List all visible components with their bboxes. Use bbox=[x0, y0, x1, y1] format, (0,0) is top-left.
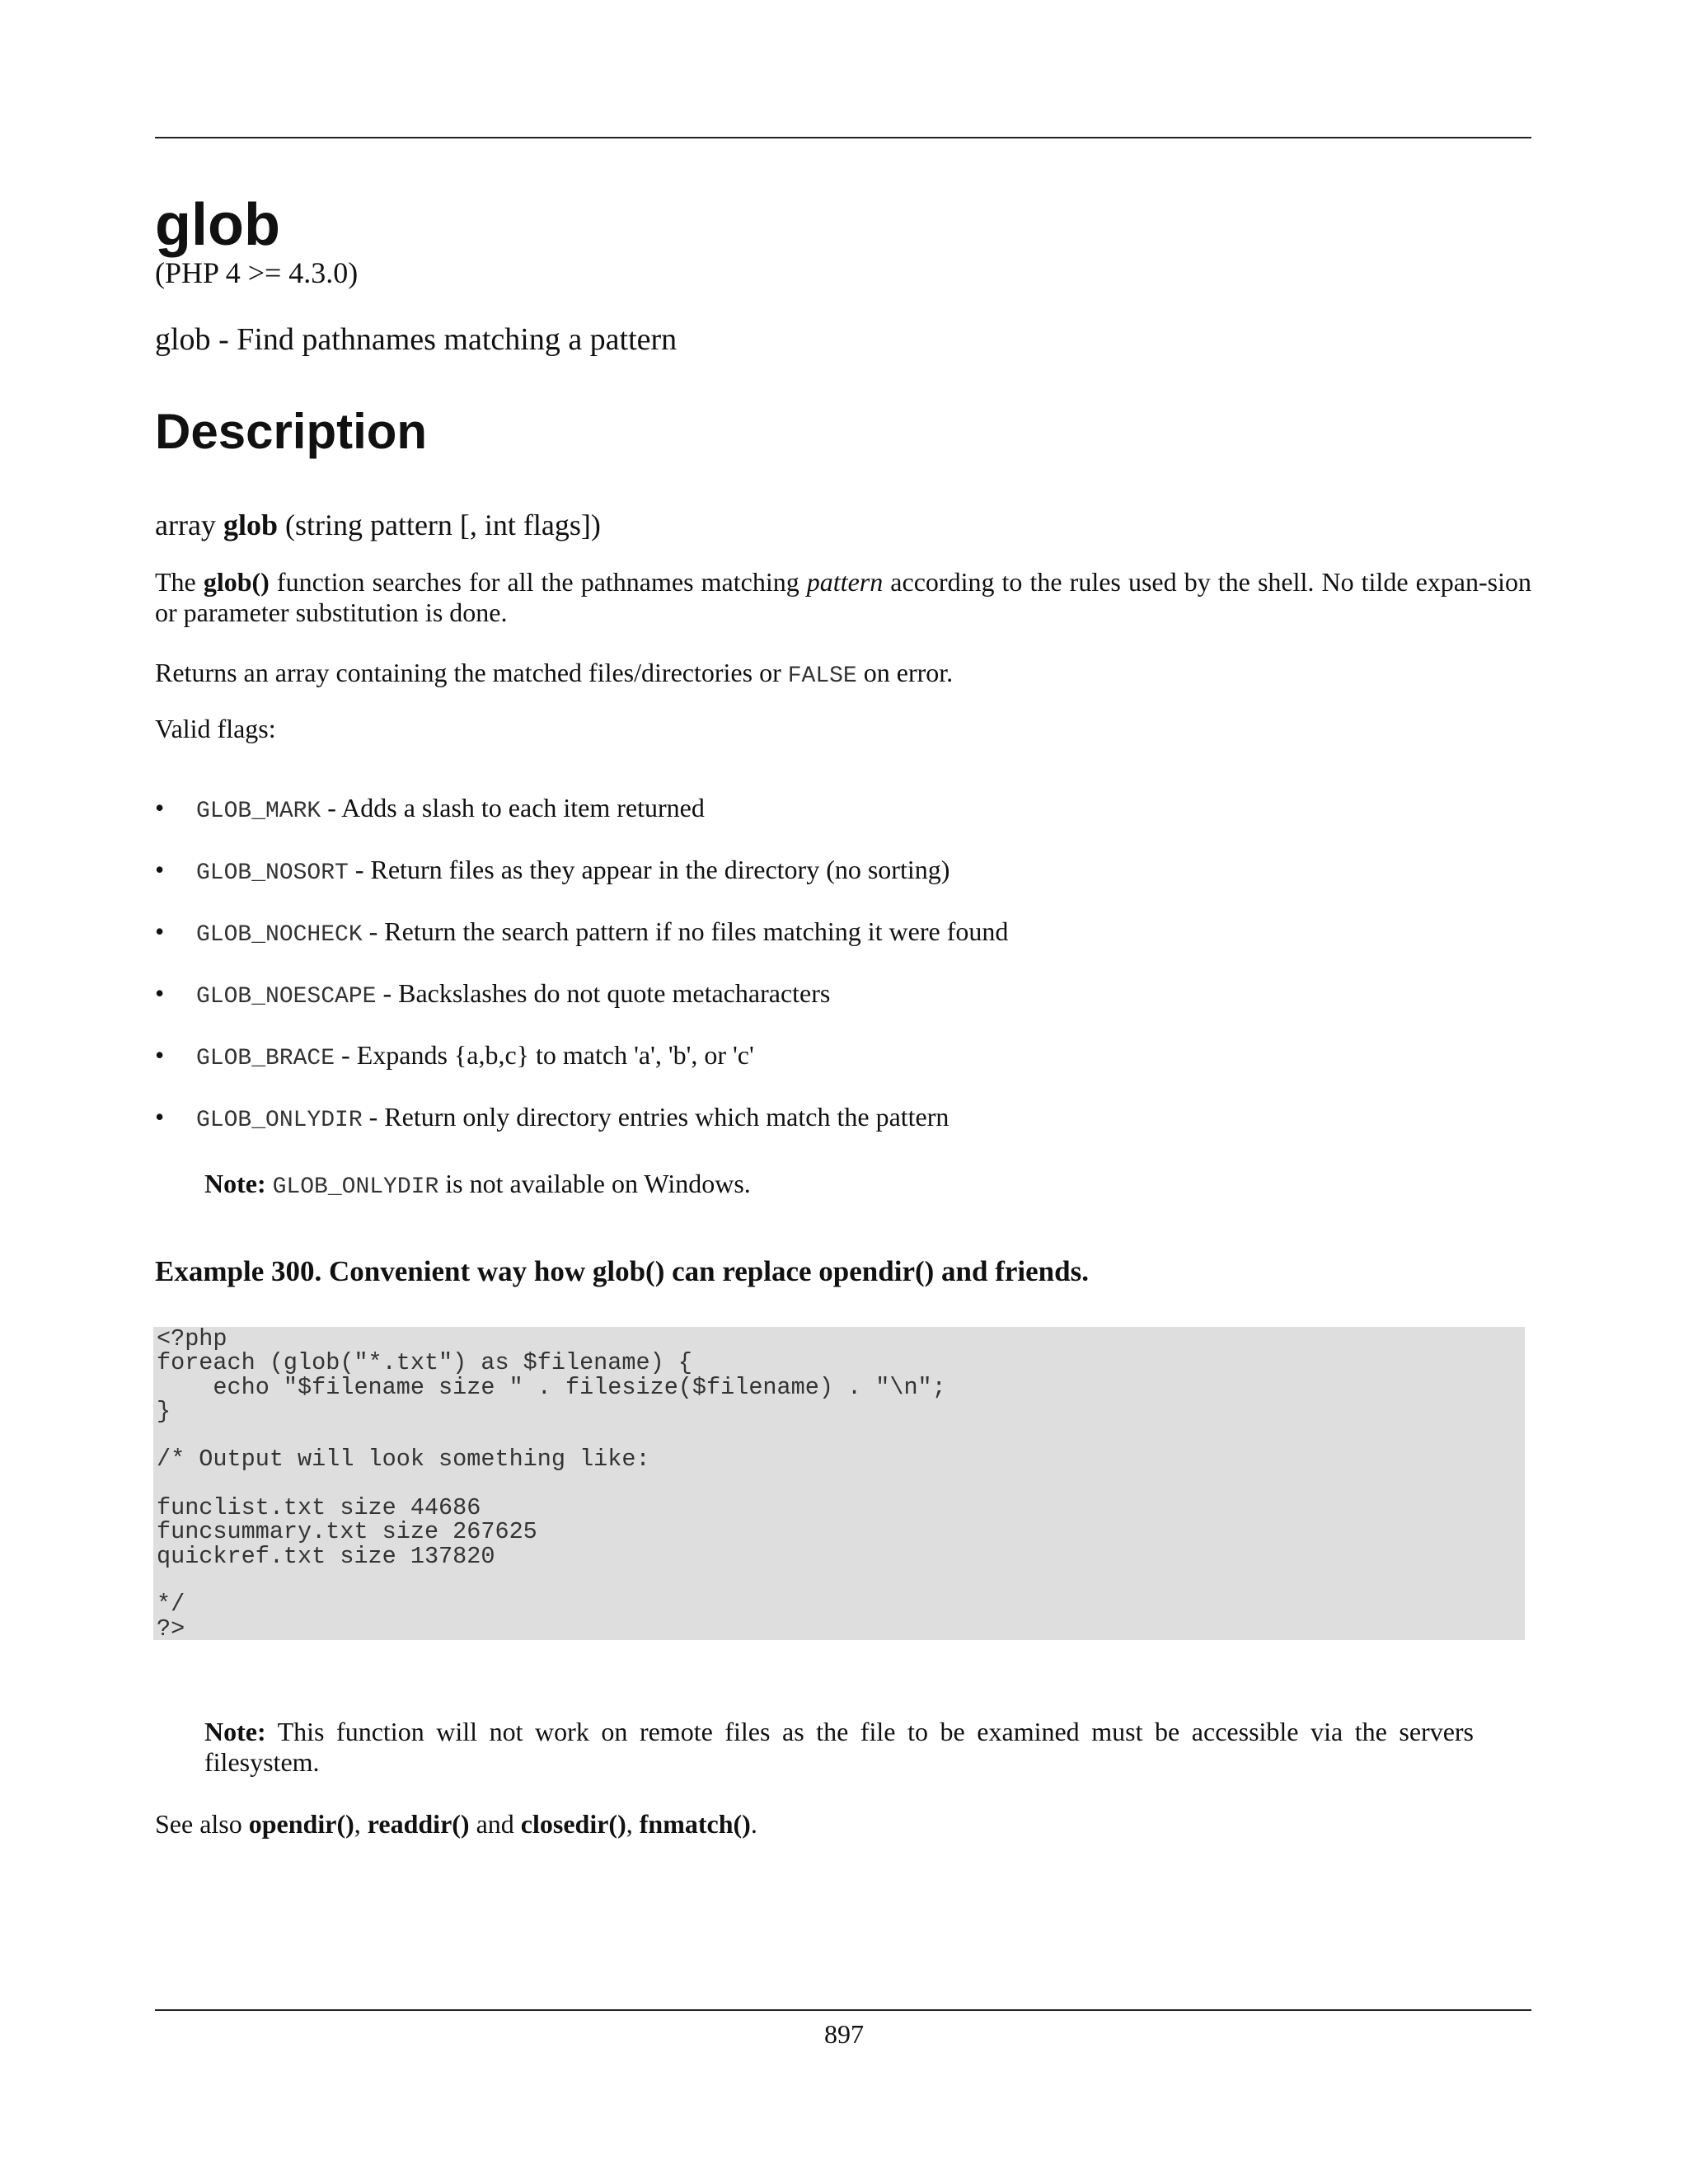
flags-list bbox=[155, 791, 1531, 1162]
function-link-readdir[interactable]: readdir() bbox=[367, 1809, 470, 1839]
list-item bbox=[155, 791, 1531, 828]
bullet: • bbox=[155, 793, 165, 823]
see-also bbox=[155, 1809, 757, 1840]
flag-name: GLOB_BRACE bbox=[196, 1046, 335, 1071]
text-run: Returns an array containing the matched files/directories or bbox=[155, 658, 788, 687]
list-item bbox=[155, 1100, 1531, 1137]
note-label: Note: bbox=[204, 1717, 266, 1746]
bullet: • bbox=[155, 1040, 165, 1070]
bullet: • bbox=[155, 916, 165, 946]
flag-name: GLOB_MARK bbox=[196, 799, 321, 824]
return-type: array bbox=[155, 509, 223, 541]
flag-desc: - Expands {a,b,c} to match 'a', 'b', or 'c' bbox=[335, 1040, 754, 1070]
example-title: Example 300. Convenient way how glob() can replace opendir() and friends. bbox=[155, 1255, 1089, 1287]
note-constant: GLOB_ONLYDIR bbox=[272, 1174, 439, 1200]
text-run: and bbox=[469, 1809, 521, 1839]
flag-name: GLOB_NOSORT bbox=[196, 860, 349, 886]
header-rule bbox=[155, 137, 1531, 138]
page-title: glob bbox=[155, 192, 280, 258]
return-value-paragraph bbox=[155, 658, 1531, 691]
refpurpose: Find pathnames matching a pattern bbox=[237, 322, 678, 357]
text-run: on error. bbox=[856, 658, 954, 687]
flag-desc: - Adds a slash to each item returned bbox=[321, 793, 705, 823]
note-remote-files bbox=[204, 1717, 1474, 1778]
text-run: See also bbox=[155, 1809, 249, 1839]
function-link-fnmatch[interactable]: fnmatch() bbox=[639, 1809, 751, 1839]
list-item bbox=[155, 915, 1531, 952]
refname-separator: - bbox=[210, 322, 237, 357]
flag-name: GLOB_NOCHECK bbox=[196, 922, 363, 948]
function-link-closedir[interactable]: closedir() bbox=[520, 1809, 626, 1839]
function-link-opendir[interactable]: opendir() bbox=[248, 1809, 354, 1839]
description-heading: Description bbox=[155, 404, 428, 459]
footer-rule bbox=[155, 2009, 1531, 2011]
refname-line bbox=[155, 321, 677, 358]
code-example bbox=[153, 1325, 1525, 1643]
text-run: function searches for all the pathnames matching bbox=[269, 567, 807, 597]
list-item bbox=[155, 977, 1531, 1014]
bullet: • bbox=[155, 1102, 165, 1132]
text-run: The bbox=[155, 567, 204, 597]
text-run: according to the rules used by the shell. No tilde expan-sion or parameter substitution is done. bbox=[155, 567, 1531, 627]
note-text: is not available on Windows. bbox=[438, 1169, 751, 1198]
description-paragraph bbox=[155, 567, 1531, 628]
note-label: Note: bbox=[204, 1169, 266, 1198]
page-number: 897 bbox=[824, 2019, 864, 2049]
constant-false: FALSE bbox=[787, 663, 857, 689]
bullet: • bbox=[155, 855, 165, 884]
list-item bbox=[155, 853, 1531, 890]
flag-desc: - Return only directory entries which match the pattern bbox=[362, 1102, 950, 1132]
bullet: • bbox=[155, 978, 165, 1008]
code-listing: <?php foreach (glob("*.txt") as $filename) { echo "$filename size " . filesize($filename) . "\n"; } /* Output will look something like: funclist.txt size 44686 funcsummary.txt size 267625 quickref.txt size 137820 */ ?> bbox=[157, 1325, 946, 1643]
refname: glob bbox=[155, 322, 211, 357]
flag-name: GLOB_ONLYDIR bbox=[196, 1108, 363, 1133]
parameter-ref: pattern bbox=[806, 567, 884, 597]
valid-flags-label: Valid flags: bbox=[155, 714, 276, 743]
flag-desc: - Backslashes do not quote metacharacters bbox=[376, 978, 831, 1008]
flag-name: GLOB_NOESCAPE bbox=[196, 984, 377, 1010]
flag-desc: - Return files as they appear in the directory (no sorting) bbox=[348, 855, 950, 884]
function-synopsis bbox=[155, 507, 601, 543]
function-params: (string pattern [, int flags]) bbox=[277, 509, 601, 541]
version-info: (PHP 4 >= 4.3.0) bbox=[155, 256, 359, 289]
list-item bbox=[155, 1038, 1531, 1076]
flag-desc: - Return the search pattern if no files matching it were found bbox=[362, 916, 1009, 946]
function-ref: glob() bbox=[203, 567, 270, 597]
text-run: , bbox=[626, 1809, 640, 1839]
text-run: . bbox=[750, 1809, 757, 1839]
note-onlydir bbox=[204, 1169, 1474, 1202]
note-text: This function will not work on remote files as the file to be examined must be accessible via the servers filesystem. bbox=[204, 1717, 1474, 1777]
text-run: , bbox=[354, 1809, 368, 1839]
function-name: glob bbox=[223, 509, 278, 541]
